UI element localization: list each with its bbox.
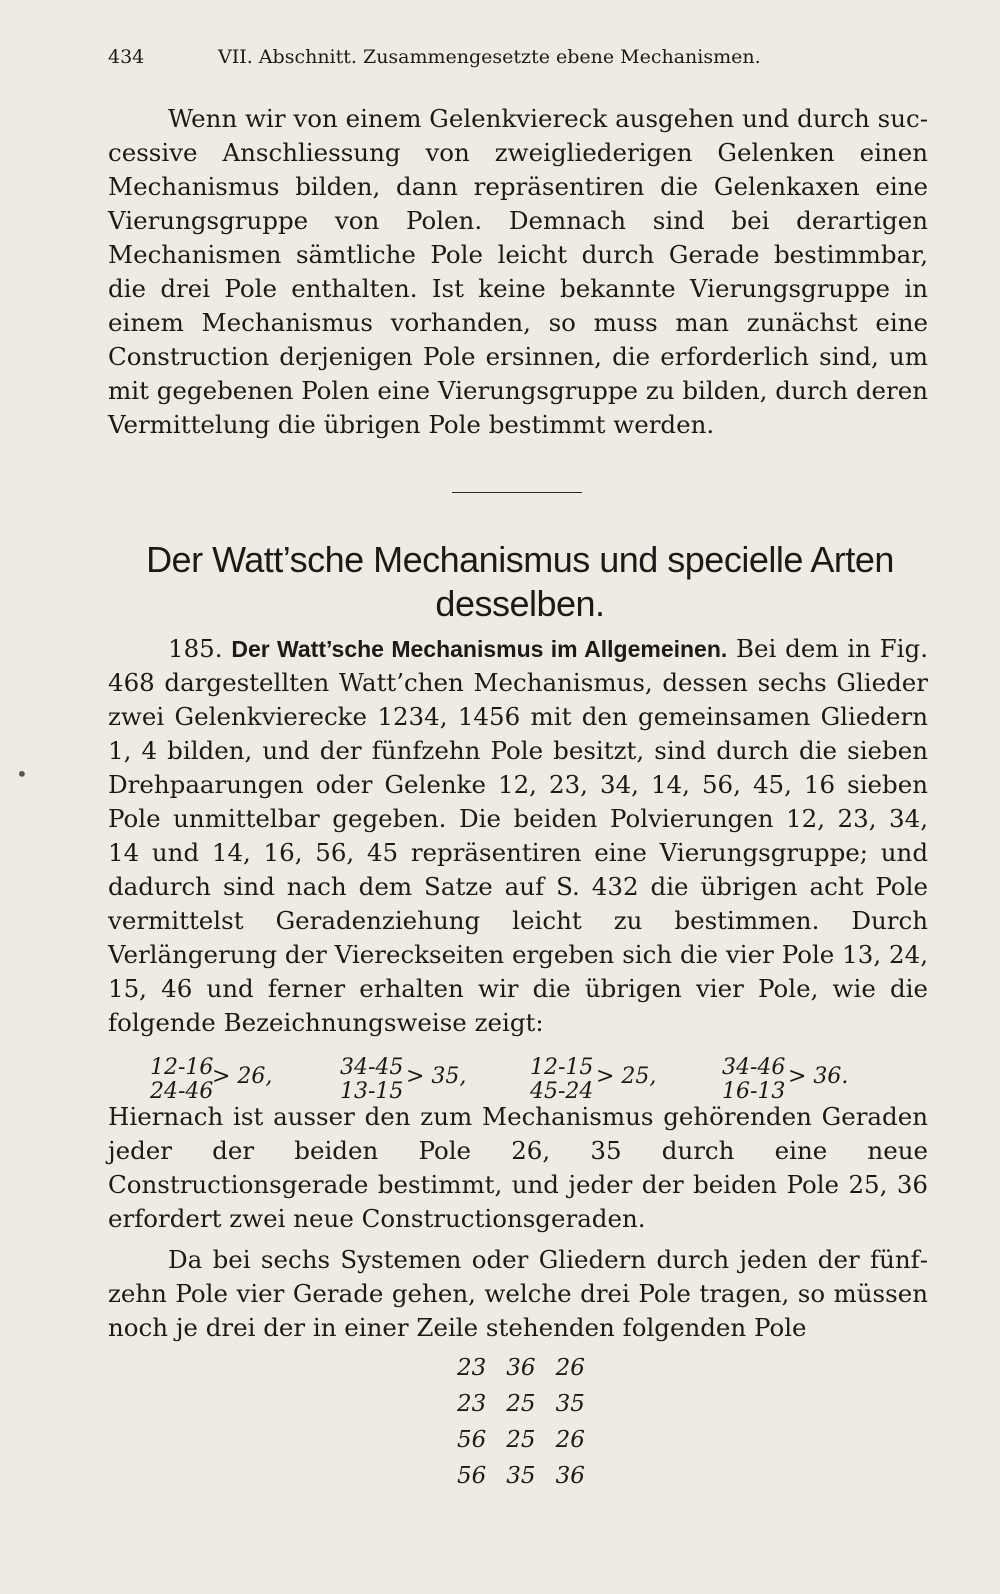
pole-table [446, 1349, 596, 1495]
formula-fraction [722, 1056, 785, 1104]
pole-row [448, 1387, 594, 1421]
page-number: 434 [108, 46, 145, 68]
formula-fraction [530, 1056, 593, 1104]
running-title: VII. Abschnitt. Zusammengesetzte ebene Mechanismen. [218, 46, 761, 68]
formula-numerator: 12-16 [150, 1055, 214, 1080]
pole-cell: 23 [457, 1355, 487, 1381]
section-heading: Der Watt’sche Mechanismus im Allgemeinen. [231, 636, 728, 662]
formula-result: > 35, [406, 1064, 467, 1089]
pole-cell: 26 [555, 1355, 585, 1381]
formula-denominator: 24-46 [150, 1079, 214, 1104]
formula-numerator: 12-15 [530, 1055, 594, 1080]
pole-cell: 25 [506, 1427, 536, 1453]
formula-numerator: 34-46 [722, 1055, 786, 1080]
section-number: 185. [168, 634, 223, 663]
pole-cell: 26 [555, 1427, 585, 1453]
formula-numerator: 34-45 [340, 1055, 404, 1080]
formula-denominator: 16-13 [722, 1079, 786, 1104]
formula-denominator: 45-24 [530, 1079, 594, 1104]
paragraph-constructions: Hiernach ist ausser den zum Mechanismus gehörenden Geraden jeder der beiden Pole 26, 35 durch eine neue Constructionsgerade bestimmt, und jeder der beiden Pole 25, 36 erfordert zwei neue Constructionsgeraden. [108, 1102, 928, 1233]
formula-result: > 36. [788, 1064, 849, 1089]
pole-cell: 35 [506, 1463, 536, 1489]
pole-cell: 36 [506, 1355, 536, 1381]
pole-cell: 25 [506, 1391, 536, 1417]
paragraph-intro: Wenn wir von einem Gelenkviereck ausgehen und durch successive Anschliessung von zweigliederigen Gelenken einen Mechanismus bilden, dann repräsentiren die Gelenkaxen eine Vierungsgruppe von Polen. Demnach sind bei derartigen Mechanismen sämtliche Pole leicht durch Gerade bestimmbar, die drei Pole enthalten. Ist keine bekannte Vierungsgruppe in einem Mechanismus vorhanden, so muss man zunächst eine Construction derjenigen Pole ersinnen, die erforderlich sind, um mit gegebenen Polen eine Vierungsgruppe zu bilden, durch deren Vermittelung die übrigen Pole bestimmt werden. [108, 104, 928, 439]
pole-row [448, 1351, 594, 1385]
formula-fraction [150, 1056, 213, 1104]
pole-cell: 36 [555, 1463, 585, 1489]
formula-fraction [340, 1056, 403, 1104]
formula-result: > 26, [212, 1064, 273, 1089]
pole-cell: 56 [457, 1427, 487, 1453]
section-title-line1: Der Watt’sche Mechanismus und specielle Arten [146, 539, 894, 580]
pole-cell: 56 [457, 1463, 487, 1489]
pole-row [448, 1459, 594, 1493]
formula-denominator: 13-15 [340, 1079, 404, 1104]
paragraph-185 [108, 632, 928, 1040]
formula-result: > 25, [596, 1064, 657, 1089]
section-title-line2: desselben. [435, 583, 605, 624]
pole-cell: 23 [457, 1391, 487, 1417]
paragraph-poles: Da bei sechs Systemen oder Gliedern durch jeden der fünfzehn Pole vier Gerade gehen, welche drei Pole tragen, so müssen noch je drei der in einer Zeile stehenden folgenden Pole [108, 1245, 928, 1342]
running-header [108, 46, 928, 68]
section-title [120, 538, 920, 626]
margin-dot-mark: • [16, 762, 28, 786]
pole-row [448, 1423, 594, 1457]
section-185-text: Bei dem in Fig. 468 dargestellten Watt’chen Mechanismus, dessen sechs Glieder zwei Gelenkvierecke 1234, 1456 mit den gemeinsamen Gliedern 1, 4 bilden, und der fünfzehn Pole besitzt, sind durch die sieben Drehpaarungen oder Gelenke 12, 23, 34, 14, 56, 45, 16 sieben Pole unmittelbar gegeben. Die beiden Polvierungen 12, 23, 34, 14 und 14, 16, 56, 45 repräsentiren eine Vierungsgruppe; und dadurch sind nach dem Satze auf S. 432 die übrigen acht Pole vermittelst Geradenziehung leicht zu bestimmen. Durch Verlängerung der Viereckseiten ergeben sich die vier Pole 13, 24, 15, 46 und ferner erhalten wir die übrigen vier Pole, wie die folgende Bezeichnungsweise zeigt: [108, 634, 928, 1037]
pole-cell: 35 [555, 1391, 585, 1417]
section-divider-rule [452, 492, 582, 493]
